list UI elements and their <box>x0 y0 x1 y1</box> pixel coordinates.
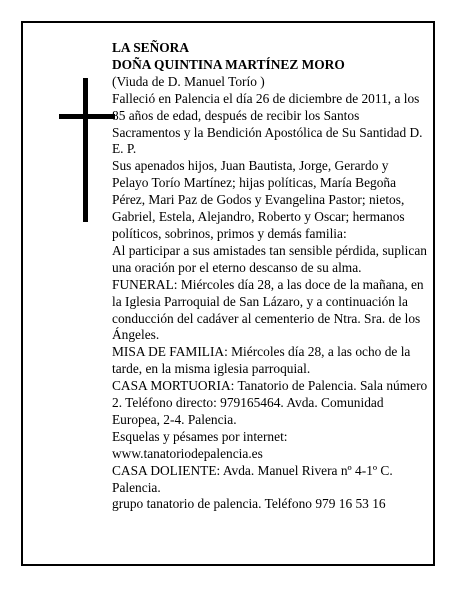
funeral-home-info: CASA MORTUORIA: Tanatorio de Palencia. Sala número 2. Teléfono directo: 979165464. Avda. Comunidad Europea, 2-4. Palencia. <box>112 378 428 427</box>
widow-of-line: (Viuda de D. Manuel Torío ) <box>112 73 265 89</box>
deceased-name: DOÑA QUINTINA MARTÍNEZ MORO <box>112 56 345 72</box>
funeral-info: FUNERAL: Miércoles día 28, a las doce de la mañana, en la Iglesia Parroquial de San Lázaro, y a continuación la conducción del cadáver al cementerio de Ntra. Sra. de los Ángeles. <box>112 276 424 343</box>
latin-cross-icon <box>59 78 115 222</box>
funeral-group-phone: grupo tanatorio de palencia. Teléfono 979 16 53 16 <box>112 496 386 512</box>
obituary-title: LA SEÑORA <box>112 40 190 55</box>
cross-vertical-bar <box>83 78 88 222</box>
online-condolences: Esquelas y pésames por internet: www.tanatoriodepalencia.es <box>112 428 288 461</box>
death-announcement: Falleció en Palencia el día 26 de diciembre de 2011, a los 85 años de edad, después de recibir los Santos Sacramentos y la Bendición Apostólica de Su Santidad D. E. P. <box>112 90 423 157</box>
prayer-request: Al participar a sus amistades tan sensible pérdida, suplican una oración por el eterno descanso de su alma. <box>112 242 427 275</box>
cross-horizontal-bar <box>59 114 115 119</box>
obituary-text <box>112 40 428 513</box>
family-list: Sus apenados hijos, Juan Bautista, Jorge, Gerardo y Pelayo Torío Martínez; hijas políticas, María Begoña Pérez, Mari Paz de Godos y Evangelina Pastor; nietos, Gabriel, Estela, Alejandro, Roberto y Oscar; hermanos políticos, sobrinos, primos y demás familia: <box>112 158 405 241</box>
family-mass-info: MISA DE FAMILIA: Miércoles día 28, a las ocho de la tarde, en la misma iglesia parroquial. <box>112 344 411 377</box>
family-home-address: CASA DOLIENTE: Avda. Manuel Rivera nº 4-1º C. Palencia. <box>112 462 393 495</box>
